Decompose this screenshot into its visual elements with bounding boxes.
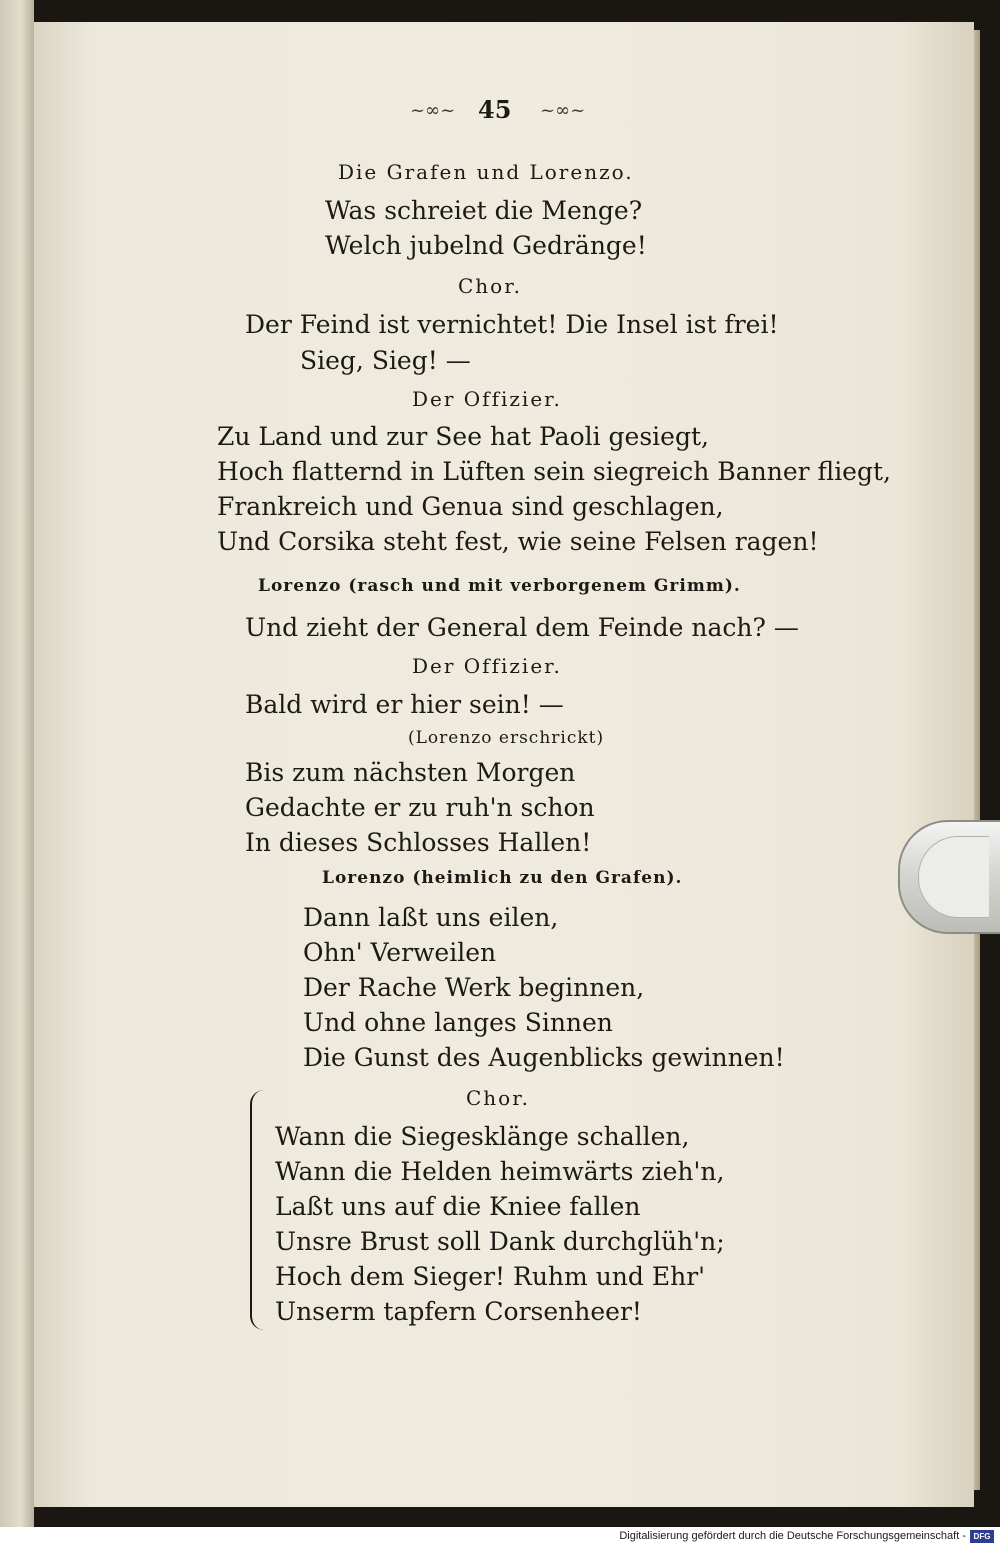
verse-line: Welch jubelnd Gedränge! [325, 231, 647, 260]
verse-line: Gedachte er zu ruh'n schon [245, 793, 595, 822]
speaker-heading-with-direction: Lorenzo (heimlich zu den Grafen). [322, 868, 683, 888]
verse-line: Wann die Siegesklänge schallen, [275, 1122, 690, 1151]
speaker-heading: Chor. [458, 274, 522, 298]
verse-line: Und ohne langes Sinnen [303, 1008, 613, 1037]
verse-line: Die Gunst des Augenblicks gewinnen! [303, 1043, 785, 1072]
verse-line: Hoch flatternd in Lüften sein siegreich Banner fliegt, [217, 457, 891, 486]
speaker-heading-with-direction: Lorenzo (rasch und mit verborgenem Grimm). [258, 576, 741, 596]
speaker-heading: Der Offizier. [412, 654, 562, 678]
verse-line: Ohn' Verweilen [303, 938, 497, 967]
speaker-heading: Der Offizier. [412, 387, 562, 411]
footer-bar [0, 1527, 1000, 1547]
verse-line: Bald wird er hier sein! — [245, 690, 564, 719]
verse-line: Wann die Helden heimwärts zieh'n, [275, 1157, 725, 1186]
verse-line: Zu Land und zur See hat Paoli gesiegt, [217, 422, 709, 451]
facing-page-edge [0, 0, 34, 1527]
stage-direction: (Lorenzo erschrickt) [408, 728, 605, 748]
ornament-right: ~∞~ [540, 100, 586, 121]
verse-line: In dieses Schlosses Hallen! [245, 828, 592, 857]
verse-line: Und zieht der General dem Feinde nach? — [245, 613, 799, 642]
page-number: 45 [478, 95, 512, 124]
verse-line: Der Feind ist vernichtet! Die Insel ist frei! [245, 310, 779, 339]
dfg-logo: DFG [970, 1530, 994, 1543]
funding-credit: Digitalisierung gefördert durch die Deutsche Forschungsgemeinschaft - [619, 1530, 966, 1542]
verse-line: Laßt uns auf die Kniee fallen [275, 1192, 641, 1221]
verse-line: Bis zum nächsten Morgen [245, 758, 576, 787]
verse-line: Und Corsika steht fest, wie seine Felsen ragen! [217, 527, 819, 556]
verse-line: Frankreich und Genua sind geschlagen, [217, 492, 724, 521]
page-clip [898, 820, 1000, 934]
ornament-left: ~∞~ [410, 100, 456, 121]
chorus-brace [250, 1090, 268, 1330]
verse-line: Dann laßt uns eilen, [303, 903, 559, 932]
verse-line: Hoch dem Sieger! Ruhm und Ehr' [275, 1262, 706, 1291]
verse-line: Sieg, Sieg! — [300, 346, 471, 375]
verse-line: Unserm tapfern Corsenheer! [275, 1297, 642, 1326]
verse-line: Was schreiet die Menge? [325, 196, 643, 225]
speaker-heading: Die Grafen und Lorenzo. [338, 160, 634, 184]
speaker-heading: Chor. [466, 1086, 530, 1110]
verse-line: Unsre Brust soll Dank durchglüh'n; [275, 1227, 725, 1256]
verse-line: Der Rache Werk beginnen, [303, 973, 645, 1002]
